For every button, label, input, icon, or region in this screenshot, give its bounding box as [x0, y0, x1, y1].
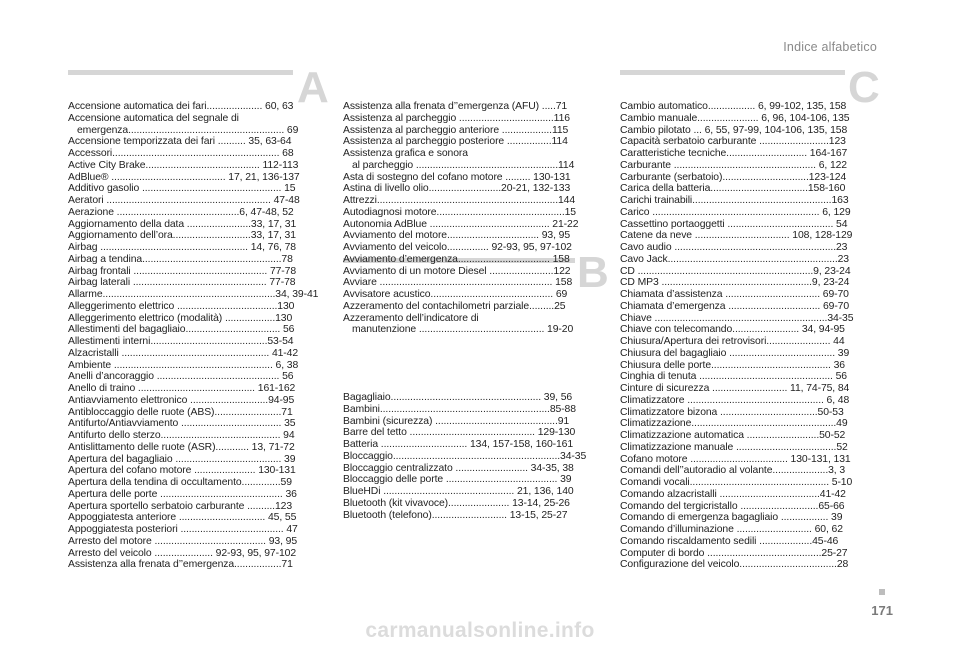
index-entry: Avvisatore acustico............................................ 69 — [343, 289, 568, 300]
index-entry: Avviamento d’emergenza................................. 158 — [343, 253, 570, 265]
index-entry: Cofano motore ................................... 130-131, 131 — [620, 453, 851, 465]
index-entry: Anelli d’ancoraggio ............................................ 56 — [68, 371, 294, 383]
index-column-2-b — [343, 392, 599, 521]
index-entry: al parcheggio ...................................................114 — [352, 159, 575, 171]
page-marker — [879, 589, 885, 595]
index-entry: Assistenza al parcheggio ..................................116 — [343, 112, 570, 124]
index-entry: Bambini (sicurezza) ............................................91 — [343, 415, 570, 427]
index-entry: Allestimenti del bagagliaio.................................. 56 — [68, 324, 295, 336]
index-entry: Avviamento del motore................................. 93, 95 — [343, 230, 571, 242]
index-entry: Cavo audio ..........................................................23 — [620, 242, 848, 253]
index-entry: Bluetooth (kit vivavoce)...................... 13-14, 25-26 — [343, 497, 570, 509]
index-entry: Azzeramento del contachilometri parziale.........25 — [343, 300, 566, 312]
index-entry: Alleggerimento elettrico (modalità) ..................130 — [68, 312, 293, 324]
index-entry: Configurazione del veicolo...................................28 — [620, 559, 849, 571]
index-entry: Aerazione ............................................6, 47-48, 52 — [68, 206, 294, 218]
index-entry: Bagagliaio...................................................... 39, 56 — [343, 392, 573, 403]
index-entry: Accensione temporizzata dei fari .......... 35, 63-64 — [68, 136, 292, 148]
index-entry: Comando alzacristalli ....................................41-42 — [620, 488, 846, 500]
section-a-bar — [68, 70, 293, 75]
index-entry: Caratteristiche tecniche............................. 164-167 — [620, 148, 848, 159]
index-entry: Apertura della tendina di occultamento..............59 — [68, 477, 292, 488]
index-entry: Ambiente ......................................................... 6, 38 — [68, 359, 299, 371]
index-entry: Computer di bordo .........................................25-27 — [620, 547, 848, 559]
index-entry: Climatizzazione automatica ..........................50-52 — [620, 430, 846, 441]
index-entry: Assistenza grafica e sonora — [343, 148, 468, 159]
index-entry: Barre del tetto ............................................. 129-130 — [343, 427, 576, 439]
index-entry: CD MP3 ......................................................9, 23-24 — [620, 277, 850, 289]
index-entry: Astina di livello olio..........................20-21, 132-133 — [343, 183, 571, 195]
index-entry: Airbag ..................................................... 14, 76, 78 — [68, 242, 296, 253]
index-entry: Accessori............................................................ 68 — [68, 148, 294, 159]
index-entry: Capacità serbatoio carburante .........................123 — [620, 136, 846, 148]
index-entry: Assistenza alla frenata d’’emergenza (AFU) .....71 — [343, 101, 568, 112]
index-entry: Climatizzazione....................................................49 — [620, 418, 848, 430]
index-entry: Carichi trainabili..................................................163 — [620, 195, 849, 206]
index-entry: Aggiornamento dell’ora............................33, 17, 31 — [68, 230, 296, 242]
index-entry: Asta di sostegno del cofano motore ......... 130-131 — [343, 171, 571, 183]
index-entry: Apertura sportello serbatoio carburante ..........123 — [68, 500, 292, 512]
index-entry: Comando di emergenza bagagliaio ................. 39 — [620, 512, 843, 524]
index-entry: Avviamento del veicolo............... 92-93, 95, 97-102 — [343, 242, 572, 253]
index-entry: Chiusura del bagagliaio ...................................... 39 — [620, 347, 850, 359]
index-entry: Climatizzatore ................................................. 6, 48 — [620, 394, 850, 406]
index-entry: Catene da neve .................................. 108, 128-129 — [620, 230, 853, 242]
index-entry: Apertura delle porte ............................................ 36 — [68, 488, 297, 500]
index-entry: Accensione automatica dei fari.................... 60, 63 — [68, 101, 294, 112]
index-entry: Attrezzi.................................................................144 — [343, 195, 576, 206]
index-column-1 — [68, 101, 321, 571]
index-entry: Climatizzazione manuale ....................................52 — [620, 441, 848, 453]
section-a-letter: A — [297, 63, 329, 112]
index-entry: Carburante (serbatoio)...............................123-124 — [620, 171, 847, 183]
index-entry: Arresto del motore ........................................ 93, 95 — [68, 535, 298, 547]
index-entry: Azzeramento dell’indicatore di — [343, 312, 479, 324]
index-entry: Appoggiatesta anteriore ............................... 45, 55 — [68, 512, 297, 524]
index-entry: Apertura del cofano motore ...................... 130-131 — [68, 465, 296, 477]
index-entry: Additivo gasolio .................................................. 15 — [68, 183, 296, 195]
index-entry: Antislittamento delle ruote (ASR)............ 13, 71-72 — [68, 441, 295, 453]
index-entry: Antibloccaggio delle ruote (ABS)........................71 — [68, 406, 293, 418]
index-entry: Chiamata d’emergenza ................................. 69-70 — [620, 300, 850, 312]
index-entry: Comando d’illuminazione ........................... 60, 62 — [620, 524, 843, 535]
index-entry: Comandi vocali.................................................. 5-10 — [620, 477, 853, 488]
page-header-title: Indice alfabetico — [783, 40, 877, 54]
index-entry: Bambini.............................................................85-88 — [343, 403, 576, 415]
index-entry: Aggiornamento della data .......................33, 17, 31 — [68, 218, 297, 230]
index-entry: Assistenza al parcheggio anteriore ..................115 — [343, 124, 569, 136]
index-entry: Carico ............................................................ 6, 129 — [620, 206, 851, 218]
index-entry: Cambio manuale...................... 6, 96, 104-106, 135 — [620, 112, 850, 124]
index-entry: Anello di traino .......................................... 161-162 — [68, 383, 296, 394]
index-entry: AdBlue® ......................................... 17, 21, 136-137 — [68, 171, 300, 183]
index-entry: Airbag a tendina..................................................78 — [68, 253, 293, 265]
index-entry: Arresto del veicolo ..................... 92-93, 95, 97-102 — [68, 547, 297, 559]
index-entry: Apertura del bagagliaio ...................................... 39 — [68, 453, 296, 465]
index-entry: Cavo Jack.............................................................23 — [620, 253, 849, 265]
index-entry: Cambio automatico................. 6, 99-102, 135, 158 — [620, 101, 847, 112]
index-entry: Chiusura delle porte........................................... 36 — [620, 359, 845, 371]
index-entry: manutenzione ............................................. 19-20 — [352, 324, 574, 336]
index-entry: Cinture di sicurezza ........................... 11, 74-75, 84 — [620, 383, 850, 394]
index-entry: Comando del tergicristallo ............................65-66 — [620, 500, 845, 512]
index-column-2 — [343, 101, 599, 336]
index-entry: CD ...............................................................9, 23-24 — [620, 265, 851, 277]
section-c-letter: C — [848, 63, 880, 112]
index-entry: emergenza........................................................ 69 — [77, 124, 299, 136]
index-entry: Autonomia AdBlue ........................................... 21-22 — [343, 218, 579, 230]
index-entry: Avviamento di un motore Diesel .......................122 — [343, 265, 571, 277]
index-entry: Assistenza al parcheggio posteriore ................114 — [343, 136, 568, 148]
index-entry: Alzacristalli ..................................................... 41-42 — [68, 347, 299, 359]
index-entry: Bluetooth (telefono)........................... 13-15, 25-27 — [343, 509, 568, 521]
index-entry: Climatizzatore bizona ...................................50-53 — [620, 406, 844, 418]
index-entry: Antifurto dello sterzo........................................... 94 — [68, 430, 295, 441]
index-entry: Antifurto/Antiavviamento .................................... 35 — [68, 418, 296, 430]
index-entry: Airbag frontali ................................................ 77-78 — [68, 265, 297, 277]
index-entry: Comando riscaldamento sedili ...................45-46 — [620, 535, 839, 547]
index-entry: Antiavviamento elettronico ............................94-95 — [68, 394, 295, 406]
index-entry: Cinghia di tenuta ................................................ 56 — [620, 371, 847, 383]
section-c-bar — [620, 70, 845, 75]
index-entry: Accensione automatica del segnale di — [68, 112, 239, 124]
index-entry: Batteria ............................... 134, 157-158, 160-161 — [343, 439, 574, 450]
index-entry: Avviare .............................................................. 158 — [343, 277, 573, 289]
section-b-letter: B — [577, 248, 609, 297]
index-entry: BlueHDi ............................................... 21, 136, 140 — [343, 486, 574, 497]
index-entry: Cassettino portaoggetti ...................................... 54 — [620, 218, 848, 230]
index-entry: Carburante ................................................... 6, 122 — [620, 159, 847, 171]
index-entry: Allestimenti interni..........................................53-54 — [68, 336, 294, 347]
index-entry: Chiamata d’assistenza .................................. 69-70 — [620, 289, 849, 300]
index-entry: Comandi dell’’autoradio al volante....................3, 3 — [620, 465, 846, 477]
index-entry: Airbag laterali ................................................ 77-78 — [68, 277, 296, 289]
watermark: carmanualsonline.info — [365, 619, 595, 642]
index-entry: Alleggerimento elettrico ....................................130 — [68, 300, 295, 312]
index-entry: Cambio pilotato ... 6, 55, 97-99, 104-106, 135, 158 — [620, 124, 848, 136]
index-entry: Autodiagnosi motore..............................................15 — [343, 206, 576, 218]
index-entry: Bloccaggio............................................................34-35 — [343, 450, 587, 462]
index-entry: Aeratori ........................................................... 47-48 — [68, 195, 300, 206]
page-number: 171 — [871, 603, 893, 618]
index-entry: Allarme..............................................................34, 39-41 — [68, 289, 319, 300]
index-entry: Carica della batteria...................................158-160 — [620, 183, 846, 195]
index-entry: Chiave con telecomando........................ 34, 94-95 — [620, 324, 845, 336]
index-entry: Appoggiatesta posteriori ..................................... 47 — [68, 524, 298, 535]
index-entry: Bloccaggio centralizzato .......................... 34-35, 38 — [343, 462, 574, 474]
index-entry: Chiave ..............................................................34-35 — [620, 312, 854, 324]
index-entry: Active City Brake......................................... 112-113 — [68, 159, 299, 171]
index-entry: Chiusura/Apertura dei retrovisori....................... 44 — [620, 336, 845, 347]
index-entry: Assistenza alla frenata d’’emergenza.................71 — [68, 559, 293, 571]
index-column-3 — [620, 101, 873, 571]
index-entry: Bloccaggio delle porte ........................................ 39 — [343, 474, 572, 486]
